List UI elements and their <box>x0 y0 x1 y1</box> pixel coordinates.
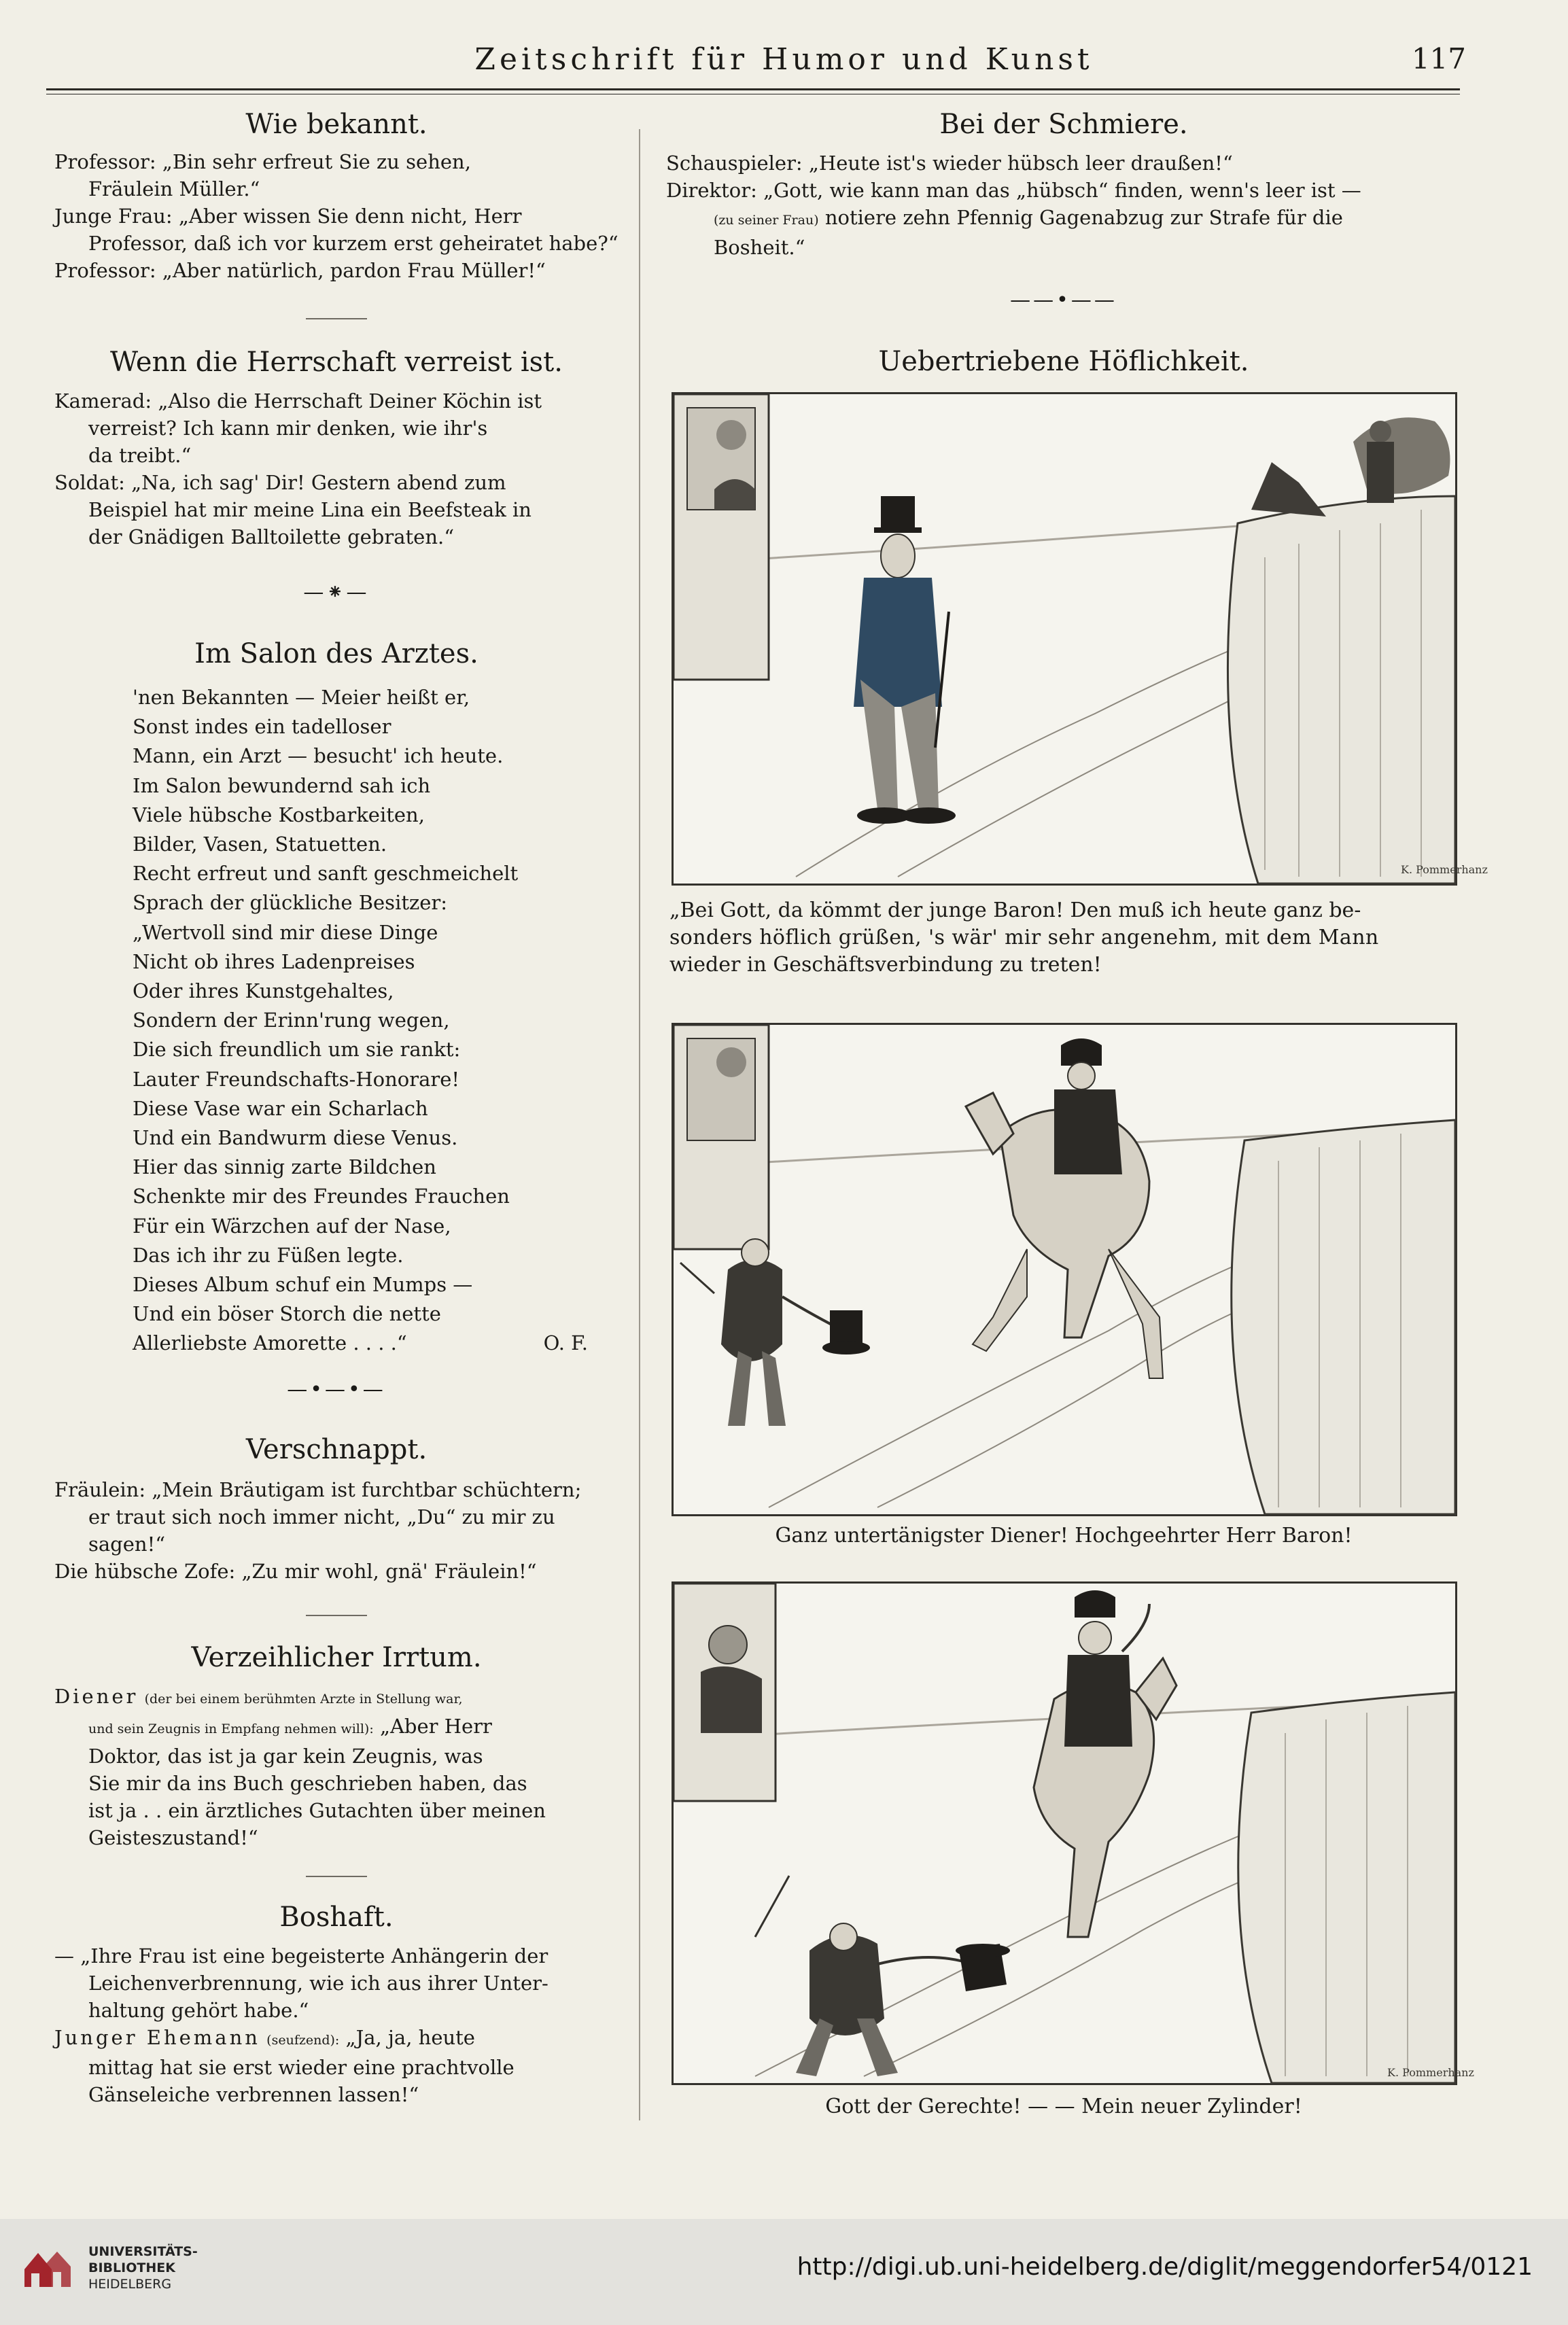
stage-note: (seufzend): <box>266 2032 340 2048</box>
dialogue-line: Die hübsche Zofe: „Zu mir wohl, gnä' Fräulein!“ <box>54 1559 537 1583</box>
poem-line: Allerliebste Amorette . . . .“ <box>133 1331 407 1355</box>
caption-line: „Bei Gott, da kömmt der junge Baron! Den muß ich heute ganz be- <box>669 898 1361 922</box>
dialogue-text: notiere zehn Pfennig Gagenabzug zur Strafe für die <box>824 206 1343 229</box>
page-number: 117 <box>1411 42 1466 75</box>
poem-line: Diese Vase war ein Scharlach <box>133 1096 428 1120</box>
dialogue-line: verreist? Ich kann mir denken, wie ihr's <box>88 417 488 440</box>
dialogue-line: Soldat: „Na, ich sag' Dir! Gestern abend zum <box>54 471 506 494</box>
right-column <box>666 109 1461 377</box>
dialogue-line: der Gnädigen Balltoilette gebraten.“ <box>88 525 455 548</box>
stage-note: (der bei einem berühmten Arzte in Stellung war, <box>144 1691 463 1707</box>
dialogue-line: Kamerad: „Also die Herrschaft Deiner Köchin ist <box>54 389 542 413</box>
source-url-link[interactable]: http://digi.ub.uni-heidelberg.de/diglit/meggendorfer54/0121 <box>797 2253 1533 2281</box>
dialogue-line: Fräulein Müller.“ <box>88 177 260 200</box>
illustration-signature: K. Pommerhanz <box>1401 863 1488 876</box>
running-title: Zeitschrift für Humor und Kunst <box>474 42 1094 77</box>
poem-line: 'nen Bekannten — Meier heißt er, <box>133 686 470 709</box>
dialogue-line <box>666 204 1461 234</box>
dialogue-line: Schauspieler: „Heute ist's wieder hübsch leer draußen!“ <box>666 152 1233 175</box>
illustration-bow-to-baron <box>672 1023 1457 1516</box>
dialogue-line: da treibt.“ <box>88 444 192 467</box>
poem-line: Bilder, Vasen, Statuetten. <box>133 833 387 856</box>
section-title-boshaft: Boshaft. <box>279 1901 394 1933</box>
dialogue-line: Beispiel hat mir meine Lina ein Beefsteak in <box>88 498 532 521</box>
caption-3: Gott der Gerechte! — — Mein neuer Zylinder! <box>825 2095 1302 2118</box>
ornament-separator: —•—•— <box>287 1377 386 1401</box>
section-title-wie-bekannt: Wie bekannt. <box>245 109 428 140</box>
dialogue-line: Doktor, das ist ja gar kein Zeugnis, was <box>88 1744 483 1768</box>
poem-line: Das ich ihr zu Füßen legte. <box>133 1243 404 1267</box>
dialogue-line: er traut sich noch immer nicht, „Du“ zu mir zu <box>88 1505 555 1528</box>
header-rule <box>46 88 1460 90</box>
dialogue-text: „Ja, ja, heute <box>345 2025 475 2049</box>
section-title-verschnappt: Verschnappt. <box>245 1433 428 1465</box>
caption-line: sonders höflich grüßen, 's wär' mir sehr angenehm, mit dem Mann <box>669 926 1379 949</box>
dialogue-line: Professor: „Aber natürlich, pardon Frau Müller!“ <box>54 259 546 282</box>
stage-note: und sein Zeugnis in Empfang nehmen will): <box>88 1721 374 1736</box>
poem-line: Und ein böser Storch die nette <box>133 1302 441 1326</box>
library-name-line: BIBLIOTHEK <box>88 2260 175 2275</box>
poem-line: Viele hübsche Kostbarkeiten, <box>133 803 425 826</box>
illustration-crushed-top-hat <box>672 1581 1474 2085</box>
library-name-line: UNIVERSITÄTS- <box>88 2244 198 2259</box>
dialogue-line: Sie mir da ins Buch geschrieben haben, das <box>88 1771 527 1795</box>
dialogue-line: Geisteszustand!“ <box>88 1825 258 1849</box>
caption-1 <box>669 897 1458 979</box>
column-divider <box>639 129 640 2120</box>
poem-block <box>54 683 619 1359</box>
section-title-salon: Im Salon des Arztes. <box>194 638 478 669</box>
poem-line: Für ein Wärzchen auf der Nase, <box>133 1214 451 1238</box>
poem-line: Hier das sinnig zarte Bildchen <box>133 1155 436 1179</box>
dialogue-text: „Aber Herr <box>379 1714 492 1738</box>
poem-line: Recht erfreut und sanft geschmeichelt <box>133 862 519 886</box>
section-title-herrschaft: Wenn die Herrschaft verreist ist. <box>110 347 563 378</box>
poem-line: Die sich freundlich um sie rankt: <box>133 1038 461 1062</box>
separator-rule <box>306 1876 367 1877</box>
poem-signature: O. F. <box>543 1331 588 1355</box>
poem-line: Oder ihres Kunstgehaltes, <box>133 979 394 1003</box>
caption-line: wieder in Geschäftsverbindung zu treten! <box>669 953 1102 977</box>
library-footer <box>0 2219 1568 2325</box>
dialogue-line: Bosheit.“ <box>714 236 805 259</box>
speaker-name: Diener <box>54 1684 139 1708</box>
poem-line: Sonst indes ein tadelloser <box>133 715 391 739</box>
dialogue-line: Gänseleiche verbrennen lassen!“ <box>88 2082 419 2106</box>
university-library-logo-icon <box>19 2246 76 2294</box>
dialogue-line: Leichenverbrennung, wie ich aus ihrer Unter- <box>88 1971 548 1995</box>
dialogue-line: — „Ihre Frau ist eine begeisterte Anhängerin der <box>54 1944 548 1968</box>
dialogue-line: Professor, daß ich vor kurzem erst geheiratet habe?“ <box>88 232 619 255</box>
dialogue-line <box>54 2024 619 2054</box>
poem-line: Sondern der Erinn'rung wegen, <box>133 1009 450 1032</box>
ornament-separator: —⁕— <box>303 580 370 604</box>
poem-line: Sprach der glückliche Besitzer: <box>133 891 448 915</box>
dialogue-line: Professor: „Bin sehr erfreut Sie zu sehen, <box>54 150 471 173</box>
library-name-line: HEIDELBERG <box>88 2277 172 2292</box>
poem-line: Lauter Freundschafts-Honorare! <box>133 1067 460 1091</box>
dialogue-line: sagen!“ <box>88 1532 166 1556</box>
caption-2: Ganz untertänigster Diener! Hochgeehrter Herr Baron! <box>775 1524 1353 1548</box>
separator-rule <box>306 1615 367 1616</box>
dialogue-line: Fräulein: „Mein Bräutigam ist furchtbar schüchtern; <box>54 1478 582 1501</box>
ornament-separator: ——•—— <box>1010 288 1117 312</box>
poem-line: Im Salon bewundernd sah ich <box>133 773 431 797</box>
poem-line: Schenkte mir des Freundes Frauchen <box>133 1185 510 1208</box>
poem-line: Mann, ein Arzt — besucht' ich heute. <box>133 744 504 768</box>
illustration-baron-approaching <box>672 392 1488 886</box>
dialogue-line <box>54 1683 619 1713</box>
poem-line: Nicht ob ihres Ladenpreises <box>133 949 415 973</box>
poem-line: Dieses Album schuf ein Mumps — <box>133 1273 473 1297</box>
stage-note: (zu seiner Frau) <box>714 213 819 228</box>
dialogue-line: ist ja . . ein ärztliches Gutachten über meinen <box>88 1798 546 1822</box>
speaker-name: Junger Ehemann <box>54 2025 260 2049</box>
poem-line: „Wertvoll sind mir diese Dinge <box>133 920 438 944</box>
section-title-irrtum: Verzeihlicher Irrtum. <box>191 1641 482 1673</box>
dialogue-line: Junge Frau: „Aber wissen Sie denn nicht, Herr <box>54 205 522 228</box>
poem-line: Und ein Bandwurm diese Venus. <box>133 1126 458 1150</box>
illustration-signature: K. Pommerhanz <box>1387 2066 1474 2079</box>
dialogue-line: Direktor: „Gott, wie kann man das „hübsch“ finden, wenn's leer ist — <box>666 179 1361 202</box>
dialogue-line <box>54 1713 619 1743</box>
dialogue-line: haltung gehört habe.“ <box>88 1998 309 2022</box>
library-name <box>88 2243 198 2292</box>
separator-rule <box>306 318 367 319</box>
section-title-hoeflichkeit: Uebertriebene Höflichkeit. <box>878 346 1249 377</box>
left-column <box>54 109 619 2108</box>
section-title-schmiere: Bei der Schmiere. <box>939 109 1188 140</box>
dialogue-line: mittag hat sie erst wieder eine prachtvolle <box>88 2055 515 2079</box>
